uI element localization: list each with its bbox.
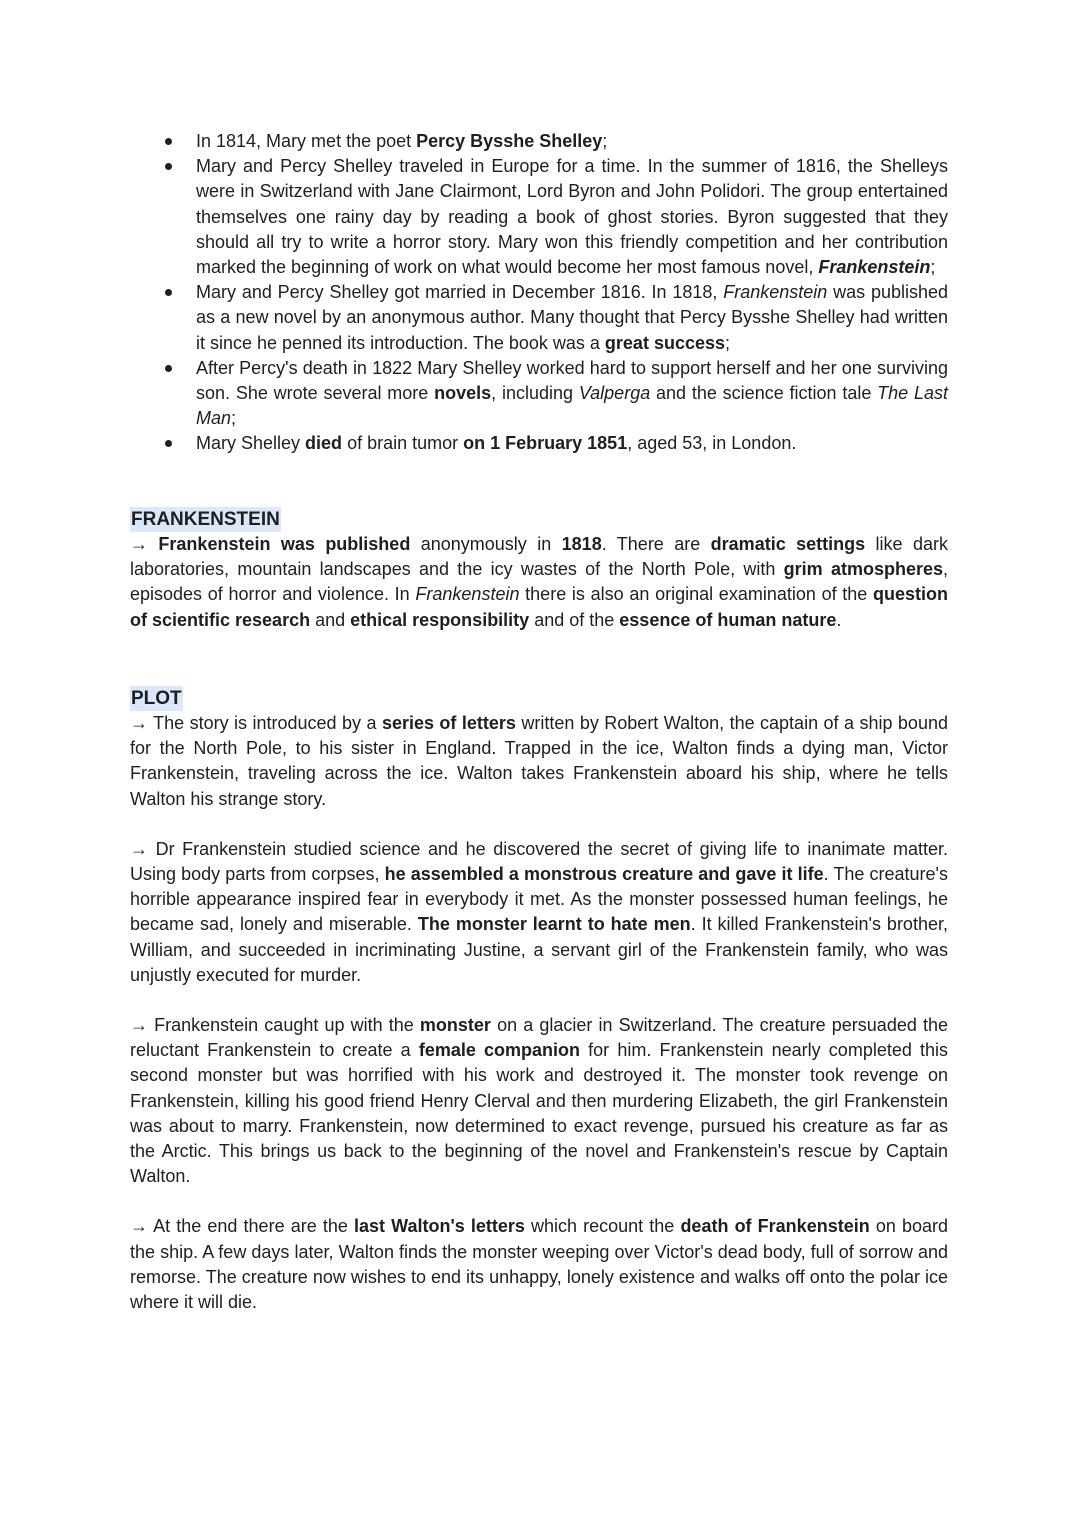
body-text: Mary and Percy Shelley traveled in Europe for a time. In the summer of 1816, the Shelleys were in Switzerland with Jane Clairmont, Lord Byron and John Polidori. The group entertained themselves one rainy day by reading a book of ghost stories. Byron suggested that they should all try to write a horror story. Mary won this friendly competition and her contribution marked the beginning of work on what would become her most famous novel, <box>196 156 948 278</box>
bold-text <box>818 257 930 277</box>
body-text: ; <box>602 131 608 151</box>
bold-text: death of Frankenstein <box>680 1216 870 1237</box>
bold-text: Percy Bysshe Shelley <box>416 131 603 151</box>
body-text: → <box>130 534 159 554</box>
bold-text: ethical responsibility <box>350 609 530 630</box>
bold-text: monster <box>419 1015 491 1036</box>
body-text: → Dr Frankenstein studied science and he discovered the secret of giving life to inanimate matter. Using body parts from corpses, <box>130 838 948 885</box>
plot-paragraph-1 <box>130 711 948 812</box>
bold-text: The monster learnt to hate men <box>417 914 691 935</box>
body-text: like dark laboratories, mountain landscapes and the icy wastes of the North Pole, with <box>130 534 949 580</box>
body-text: written by Robert Walton, the captain of a ship bound for the North Pole, to his sister in England. Trapped in the ice, Walton finds a dying man, Victor Frankenstein, traveling across the ice. Walton takes Frankenstein aboard his ship, where he tells Walton his strange story. <box>130 713 948 809</box>
biography-bullet-list <box>130 129 948 457</box>
body-text: and the science fiction tale <box>650 383 878 404</box>
italic-text: Frankenstein <box>415 584 520 605</box>
bio-bullet-2 <box>130 154 948 280</box>
body-text: , aged 53, in London. <box>627 433 797 454</box>
bold-text: essence of human nature <box>619 609 837 630</box>
body-text: In 1814, Mary met the poet <box>196 131 417 151</box>
bold-text: he assembled a monstrous creature and gave it life <box>384 864 824 885</box>
body-text: and of the <box>529 609 620 630</box>
body-text: for him. Frankenstein nearly completed this second monster but was horrified with his work and destroyed it. The monster took revenge on Frankenstein, killing his good friend Henry Clerval and then murdering Elizabeth, the girl Frankenstein was about to marry. Frankenstein, now determined to exact revenge, pursued his creature as far as the Arctic. This brings us back to the beginning of the novel and Frankenstein's rescue by Captain Walton. <box>130 1040 949 1187</box>
plot-heading: PLOT <box>131 688 182 709</box>
body-text: , episodes of horror and violence. In <box>130 559 948 605</box>
bold-text: question of scientific research <box>130 584 949 630</box>
italic-text: Valperga <box>578 383 651 404</box>
bold-text: great success <box>604 332 725 353</box>
body-text: . The creature's horrible appearance inspired fear in everybody it met. As the monster possessed human feelings, he became sad, lonely and miserable. <box>130 864 948 935</box>
bold-text: female companion <box>418 1040 581 1061</box>
bold-text: novels <box>434 383 492 404</box>
body-text: ; <box>231 408 237 429</box>
bold-text: Frankenstein was published <box>158 534 411 554</box>
plot-paragraph-2 <box>130 837 948 988</box>
bold-text: on 1 February 1851 <box>463 433 628 454</box>
body-text: and <box>310 609 351 630</box>
italic-text: Frankenstein <box>723 282 828 303</box>
bio-bullet-3 <box>130 280 948 356</box>
body-text: → At the end there are the <box>130 1216 354 1237</box>
body-text: After Percy's death in 1822 Mary Shelley worked hard to support herself and her one surviving son. She wrote several more <box>196 357 948 404</box>
body-text: on board the ship. A few days later, Walton finds the monster weeping over Victor's dead body, full of sorrow and remorse. The creature now wishes to end its unhappy, lonely existence and walks off onto the polar ice where it will die. <box>130 1216 949 1313</box>
body-text: was published as a new novel by an anonymous author. Many thought that Percy Bysshe Shelley had written it since he penned its introduction. The book was a <box>196 282 949 353</box>
bold-text: 1818 <box>561 534 602 554</box>
body-text: on a glacier in Switzerland. The creature persuaded the reluctant Frankenstein to create a <box>130 1015 948 1061</box>
body-text: , including <box>491 383 579 404</box>
body-text: anonymously in <box>410 534 562 554</box>
bio-bullet-4 <box>130 356 948 432</box>
plot-paragraph-4 <box>130 1214 948 1315</box>
plot-section <box>130 686 948 1315</box>
body-text: which recount the <box>524 1216 681 1237</box>
bold-text: last Walton's letters <box>353 1216 525 1237</box>
bold-text: died <box>305 433 343 454</box>
plot-paragraph-3 <box>130 1013 948 1189</box>
body-text: there is also an original examination of the <box>519 584 874 605</box>
frankenstein-heading: FRANKENSTEIN <box>131 509 280 530</box>
body-text: → The story is introduced by a <box>130 713 382 733</box>
body-text: ; <box>725 332 731 353</box>
body-text: of brain tumor <box>342 433 464 454</box>
body-text: . There are <box>601 534 711 554</box>
bio-bullet-1 <box>130 129 948 154</box>
frankenstein-paragraph <box>130 532 948 633</box>
body-text: . <box>836 609 842 630</box>
bold-text: dramatic settings <box>710 534 866 554</box>
bio-bullet-5 <box>130 431 948 456</box>
emphasis-text: Frankenstein <box>818 257 931 278</box>
bold-text: series of letters <box>381 713 516 733</box>
frankenstein-section <box>130 507 948 633</box>
italic-text: The Last Man <box>196 383 949 429</box>
body-text: . It killed Frankenstein's brother, William, and succeeded in incriminating Justine, a servant girl of the Frankenstein family, who was unjustly executed for murder. <box>130 914 948 985</box>
body-text: → Frankenstein caught up with the <box>130 1015 420 1036</box>
body-text: Mary Shelley <box>196 433 306 454</box>
body-text: Mary and Percy Shelley got married in December 1816. In 1818, <box>196 282 724 303</box>
body-text: ; <box>930 257 936 278</box>
bold-text: grim atmospheres <box>783 559 943 580</box>
